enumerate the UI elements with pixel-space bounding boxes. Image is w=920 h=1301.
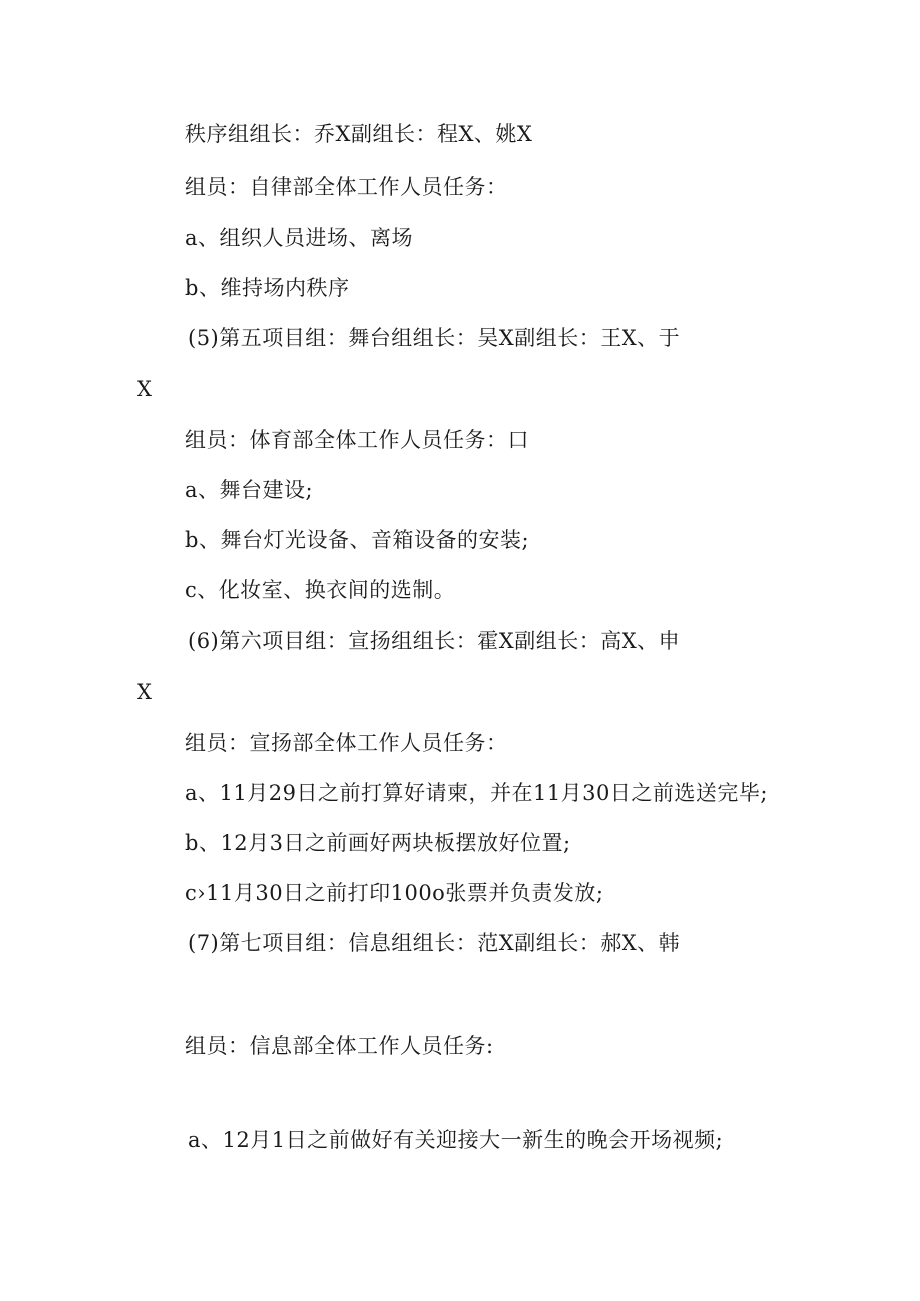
list-item-a: a、舞台建设; <box>185 478 314 502</box>
list-item-b: b、12月3日之前画好两块板摆放好位置; <box>185 831 571 855</box>
list-item-c: c、化妆室、换衣间的选制。 <box>185 578 456 602</box>
text-line-sports-members: 组员：体育部全体工作人员任务：口 <box>185 428 529 452</box>
section-heading-5: (5)第五项目组：舞台组组长：吴X副组长：王X、于 <box>188 326 681 350</box>
section-heading-6: (6)第六项目组：宣扬组组长：霍X副组长：高X、申 <box>188 629 681 653</box>
list-item-a: a、12月1日之前做好有关迎接大一新生的晚会开场视频; <box>188 1128 724 1152</box>
section-heading-7: (7)第七项目组：信息组组长：范X副组长：郝X、韩 <box>188 931 681 955</box>
text-line-info-members: 组员：信息部全体工作人员任务: <box>185 1034 494 1058</box>
text-line-order-group: 秩序组组长：乔X副组长：程X、姚X <box>185 122 533 146</box>
text-line-order-members: 组员：自律部全体工作人员任务： <box>185 175 508 199</box>
text-line-wrap: X <box>137 680 153 704</box>
list-item-a: a、11月29日之前打算好请柬，并在11月30日之前选送完毕; <box>185 781 768 805</box>
list-item-b: b、舞台灯光设备、音箱设备的安装; <box>185 528 530 552</box>
list-item-b: b、维持场内秩序 <box>185 276 350 300</box>
text-line-publicity-members: 组员：宣扬部全体工作人员任务： <box>185 731 508 755</box>
list-item-c: c›11月30日之前打印100o张票并负责发放; <box>185 881 604 905</box>
list-item-a: a、组织人员进场、离场 <box>185 226 414 250</box>
text-line-wrap: X <box>137 377 153 401</box>
